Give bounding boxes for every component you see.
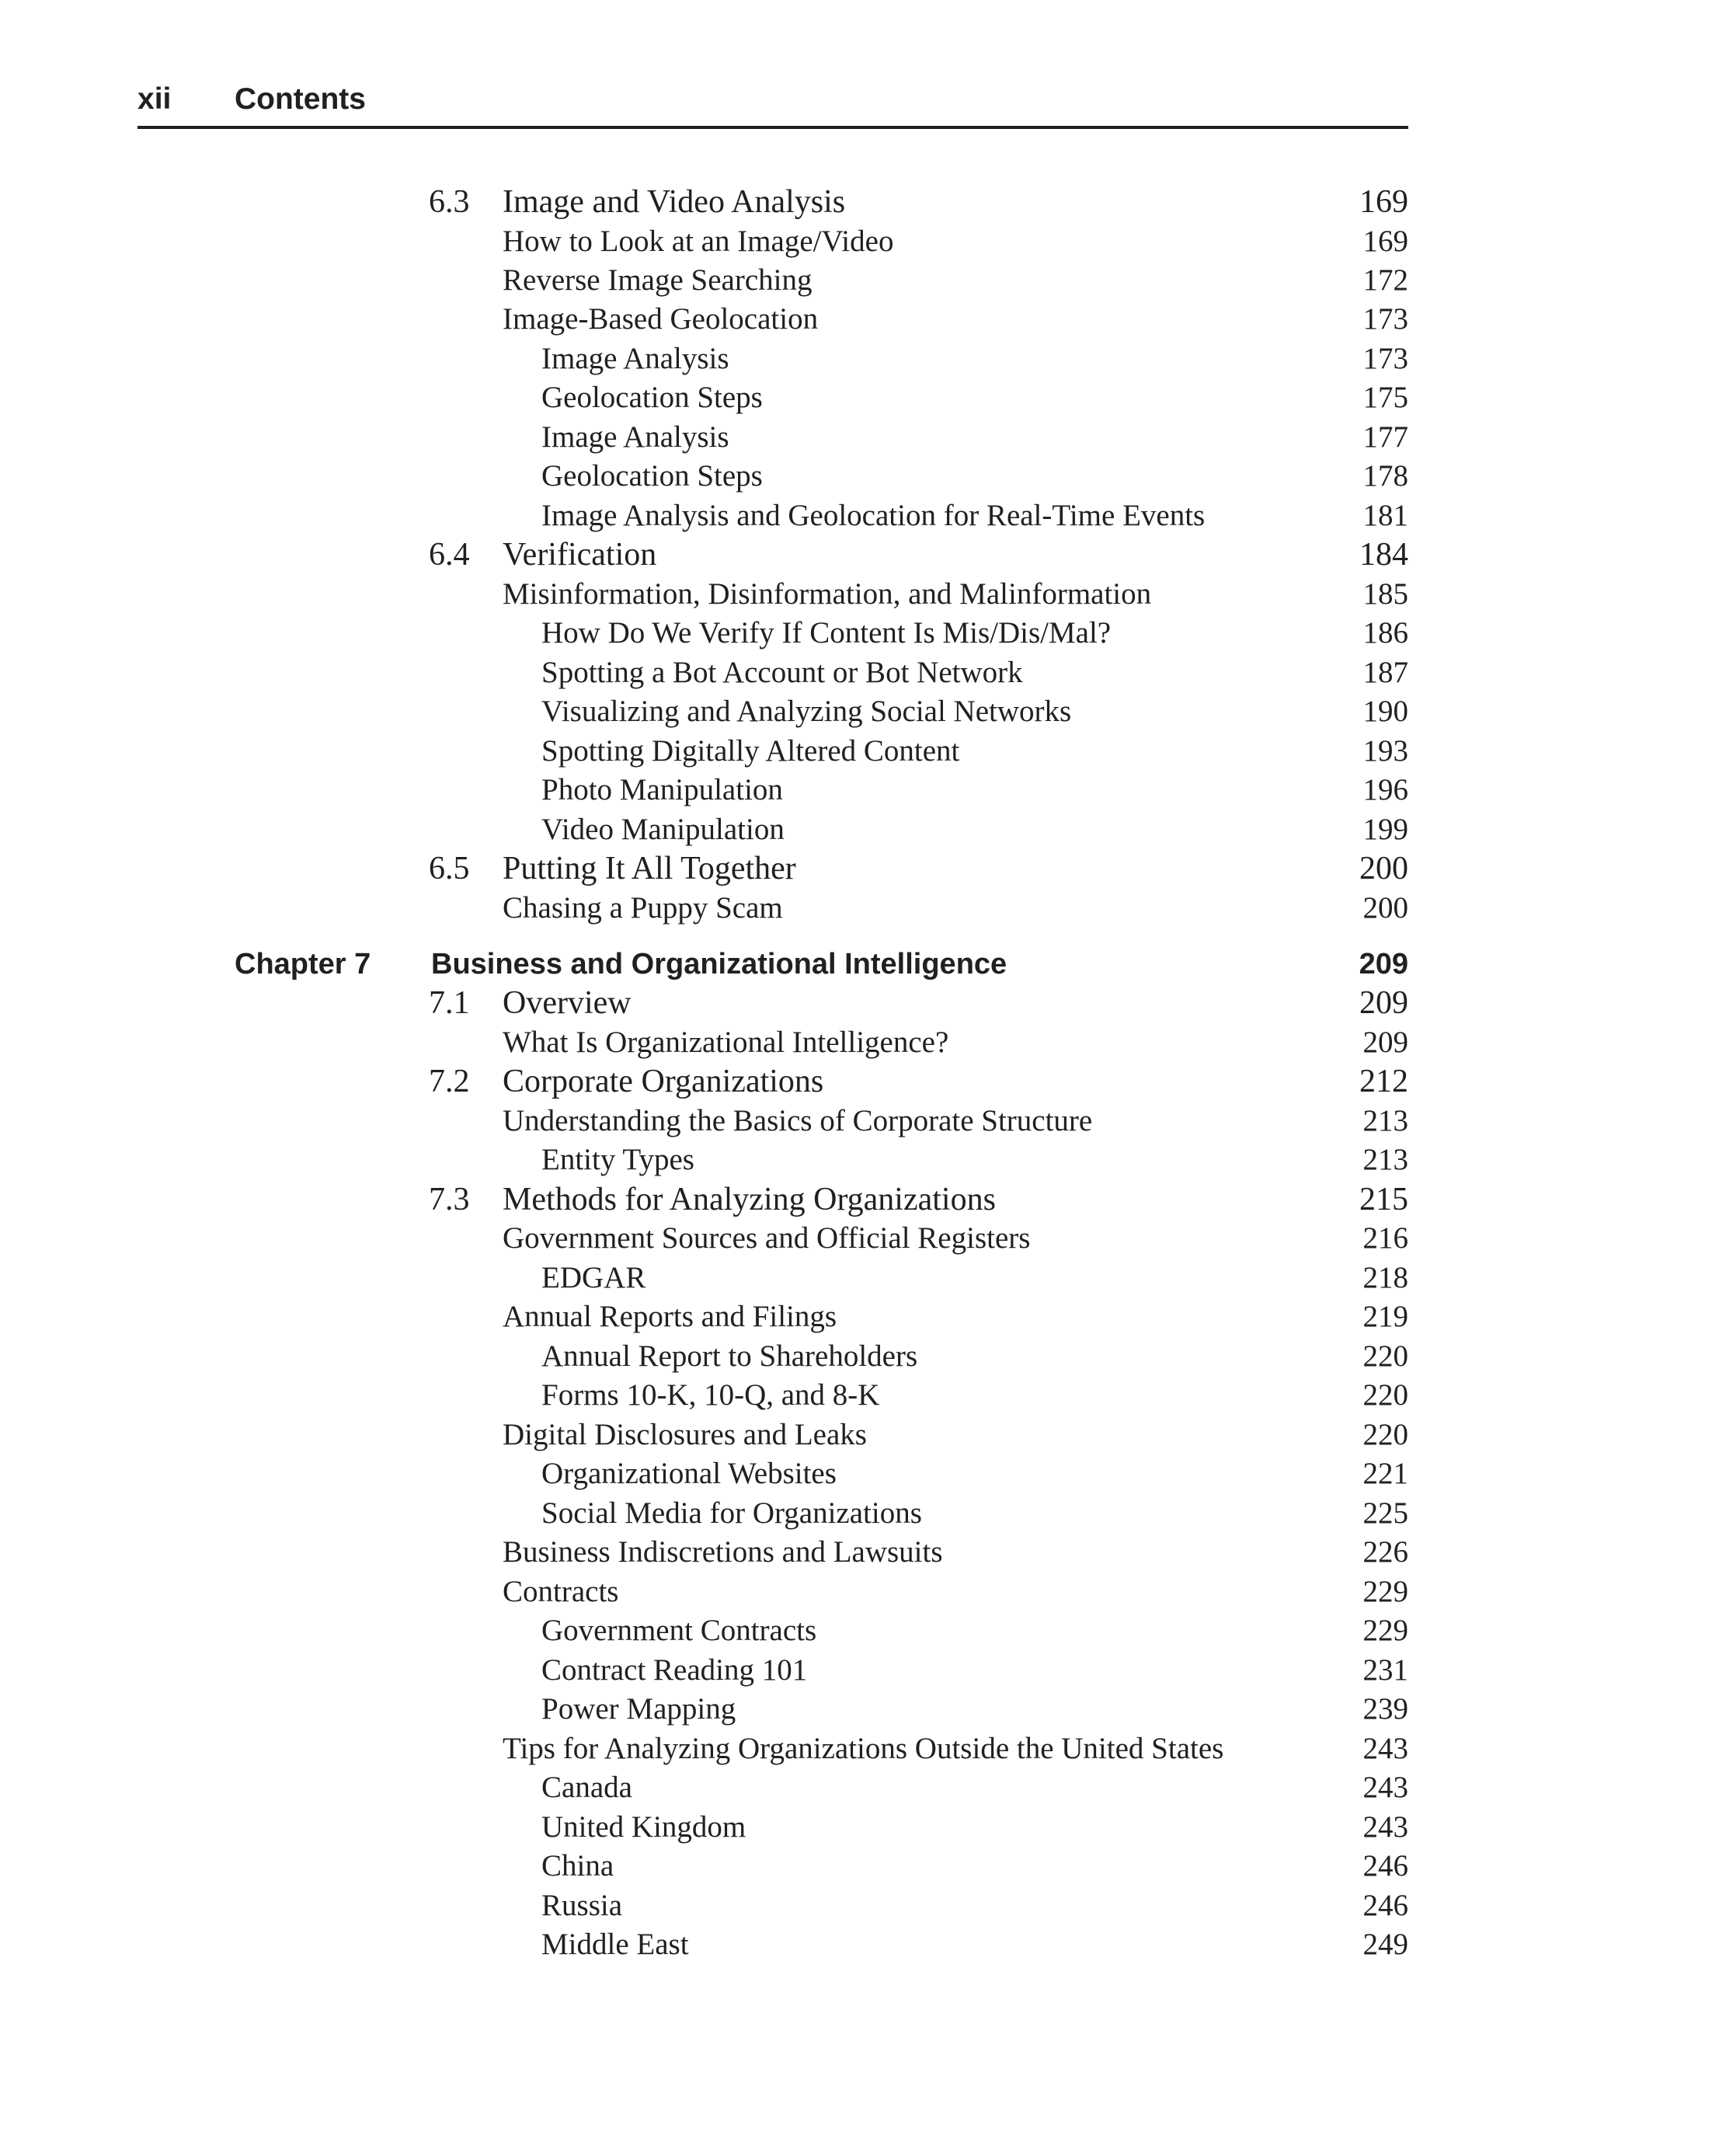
toc-entry[interactable] bbox=[0, 300, 1719, 339]
entry-title: Geolocation Steps bbox=[541, 381, 763, 414]
toc-subentry[interactable] bbox=[0, 614, 1719, 653]
page-ref: 209 bbox=[1362, 1026, 1408, 1059]
toc-subentry[interactable] bbox=[0, 1925, 1719, 1964]
toc-subentry[interactable] bbox=[0, 1768, 1719, 1807]
section-title: Image and Video Analysis bbox=[503, 184, 846, 220]
entry-title: Image Analysis bbox=[541, 342, 729, 375]
toc-subentry[interactable] bbox=[0, 1611, 1719, 1650]
toc-subentry[interactable] bbox=[0, 653, 1719, 692]
page-ref: 220 bbox=[1362, 1418, 1408, 1451]
section-number: 7.3 bbox=[429, 1182, 470, 1217]
entry-title: China bbox=[541, 1849, 614, 1883]
entry-title: Russia bbox=[541, 1889, 623, 1922]
page-ref: 196 bbox=[1362, 773, 1408, 806]
entry-title: Social Media for Organizations bbox=[541, 1496, 922, 1530]
page-ref: 212 bbox=[1359, 1064, 1408, 1099]
chapter-title: Business and Organizational Intelligence bbox=[431, 948, 1007, 980]
page-ref: 213 bbox=[1362, 1104, 1408, 1137]
toc-entry[interactable] bbox=[0, 1573, 1719, 1611]
toc-subentry[interactable] bbox=[0, 771, 1719, 810]
entry-title: Understanding the Basics of Corporate Structure bbox=[503, 1104, 1093, 1137]
toc-subentry[interactable] bbox=[0, 418, 1719, 457]
page-ref: 181 bbox=[1362, 499, 1408, 532]
entry-title: Reverse Image Searching bbox=[503, 263, 813, 297]
toc-entry[interactable] bbox=[0, 1533, 1719, 1572]
toc-section-7-2[interactable] bbox=[0, 1062, 1719, 1101]
page-ref: 213 bbox=[1362, 1143, 1408, 1176]
toc-entry[interactable] bbox=[0, 222, 1719, 261]
toc-subentry[interactable] bbox=[0, 1886, 1719, 1925]
toc-subentry[interactable] bbox=[0, 732, 1719, 771]
page-ref: 177 bbox=[1362, 420, 1408, 454]
page-ref: 229 bbox=[1362, 1614, 1408, 1647]
toc-subentry[interactable] bbox=[0, 692, 1719, 731]
page-ref: 239 bbox=[1362, 1692, 1408, 1726]
page-ref: 186 bbox=[1362, 616, 1408, 650]
toc-section-6-4[interactable] bbox=[0, 535, 1719, 574]
entry-title: EDGAR bbox=[541, 1261, 646, 1294]
entry-title: Organizational Websites bbox=[541, 1457, 837, 1490]
page-ref: 200 bbox=[1359, 851, 1408, 886]
page-ref: 200 bbox=[1362, 891, 1408, 925]
toc-entry[interactable] bbox=[0, 1023, 1719, 1062]
entry-title: Contracts bbox=[503, 1575, 619, 1608]
toc-subentry[interactable] bbox=[0, 496, 1719, 535]
page-ref: 199 bbox=[1362, 813, 1408, 846]
entry-title: Government Sources and Official Registers bbox=[503, 1221, 1031, 1255]
toc-subentry[interactable] bbox=[0, 1141, 1719, 1179]
page-ref: 249 bbox=[1362, 1928, 1408, 1961]
page-ref: 246 bbox=[1362, 1849, 1408, 1883]
toc-subentry[interactable] bbox=[0, 1808, 1719, 1847]
toc-subentry[interactable] bbox=[0, 1651, 1719, 1690]
entry-title: Digital Disclosures and Leaks bbox=[503, 1418, 867, 1451]
toc-entry[interactable] bbox=[0, 1102, 1719, 1141]
entry-title: Annual Report to Shareholders bbox=[541, 1339, 918, 1373]
page-ref: 193 bbox=[1362, 734, 1408, 768]
entry-title: Image Analysis bbox=[541, 420, 729, 454]
entry-title: Annual Reports and Filings bbox=[503, 1300, 837, 1333]
toc-entry[interactable] bbox=[0, 1297, 1719, 1336]
page-ref: 225 bbox=[1362, 1496, 1408, 1530]
page-ref: 226 bbox=[1362, 1535, 1408, 1569]
toc-subentry[interactable] bbox=[0, 378, 1719, 417]
chapter-label: Chapter 7 bbox=[235, 948, 371, 980]
entry-title: Geolocation Steps bbox=[541, 459, 763, 493]
page-ref: 243 bbox=[1362, 1732, 1408, 1765]
entry-title: Photo Manipulation bbox=[541, 773, 783, 806]
toc-subentry[interactable] bbox=[0, 1690, 1719, 1729]
section-title: Verification bbox=[503, 537, 657, 573]
page-ref: 169 bbox=[1359, 184, 1408, 220]
page-ref: 169 bbox=[1362, 225, 1408, 258]
toc-entry[interactable] bbox=[0, 889, 1719, 928]
toc-subentry[interactable] bbox=[0, 1259, 1719, 1297]
entry-title: Misinformation, Disinformation, and Malinformation bbox=[503, 577, 1152, 611]
page-ref: 173 bbox=[1362, 342, 1408, 375]
section-title: Putting It All Together bbox=[503, 851, 796, 886]
page-ref: 187 bbox=[1362, 656, 1408, 689]
entry-title: Canada bbox=[541, 1771, 632, 1804]
toc-subentry[interactable] bbox=[0, 1337, 1719, 1376]
page-ref: 190 bbox=[1362, 695, 1408, 728]
section-number: 6.4 bbox=[429, 537, 470, 573]
page-ref: 229 bbox=[1362, 1575, 1408, 1608]
entry-title: How Do We Verify If Content Is Mis/Dis/Mal? bbox=[541, 616, 1112, 650]
entry-title: Contract Reading 101 bbox=[541, 1653, 808, 1687]
section-number: 6.3 bbox=[429, 184, 470, 220]
page-ref: 220 bbox=[1362, 1339, 1408, 1373]
entry-title: Image-Based Geolocation bbox=[503, 302, 819, 336]
entry-title: Business Indiscretions and Lawsuits bbox=[503, 1535, 943, 1569]
toc-entry[interactable] bbox=[0, 261, 1719, 300]
entry-title: Government Contracts bbox=[541, 1614, 817, 1647]
toc-subentry[interactable] bbox=[0, 1376, 1719, 1415]
toc-entry[interactable] bbox=[0, 1416, 1719, 1454]
entry-title: Chasing a Puppy Scam bbox=[503, 891, 783, 925]
entry-title: Spotting a Bot Account or Bot Network bbox=[541, 656, 1023, 689]
section-number: 7.2 bbox=[429, 1064, 470, 1099]
page-ref: 221 bbox=[1362, 1457, 1408, 1490]
section-title: Overview bbox=[503, 985, 632, 1021]
page-ref: 231 bbox=[1362, 1653, 1408, 1687]
entry-title: Visualizing and Analyzing Social Networks bbox=[541, 695, 1072, 728]
entry-title: Video Manipulation bbox=[541, 813, 785, 846]
toc-section-7-1[interactable] bbox=[0, 984, 1719, 1022]
toc-chapter-7[interactable] bbox=[0, 945, 1719, 984]
section-title: Corporate Organizations bbox=[503, 1064, 824, 1099]
entry-title: Power Mapping bbox=[541, 1692, 736, 1726]
page-ref: 209 bbox=[1359, 948, 1408, 980]
toc-subentry[interactable] bbox=[0, 457, 1719, 496]
page-ref: 209 bbox=[1359, 985, 1408, 1021]
page-ref: 246 bbox=[1362, 1889, 1408, 1922]
toc-section-6-5[interactable] bbox=[0, 849, 1719, 888]
page-ref: 178 bbox=[1362, 459, 1408, 493]
toc-subentry[interactable] bbox=[0, 340, 1719, 378]
toc-subentry[interactable] bbox=[0, 1847, 1719, 1886]
entry-title: What Is Organizational Intelligence? bbox=[503, 1026, 949, 1059]
toc-entry[interactable] bbox=[0, 575, 1719, 614]
toc-subentry[interactable] bbox=[0, 1454, 1719, 1493]
entry-title: Image Analysis and Geolocation for Real-Time Events bbox=[541, 499, 1206, 532]
page-ref: 175 bbox=[1362, 381, 1408, 414]
page-ref: 219 bbox=[1362, 1300, 1408, 1333]
entry-title: How to Look at an Image/Video bbox=[503, 225, 894, 258]
page-ref: 243 bbox=[1362, 1771, 1408, 1804]
page-ref: 218 bbox=[1362, 1261, 1408, 1294]
page-ref: 215 bbox=[1359, 1182, 1408, 1217]
toc-subentry[interactable] bbox=[0, 1494, 1719, 1533]
entry-title: Forms 10-K, 10-Q, and 8-K bbox=[541, 1378, 880, 1412]
toc-section-7-3[interactable] bbox=[0, 1180, 1719, 1219]
toc-entry[interactable] bbox=[0, 1219, 1719, 1258]
page-ref: 216 bbox=[1362, 1221, 1408, 1255]
entry-title: Entity Types bbox=[541, 1143, 694, 1176]
section-number: 7.1 bbox=[429, 985, 470, 1021]
page-ref: 173 bbox=[1362, 302, 1408, 336]
section-title: Methods for Analyzing Organizations bbox=[503, 1182, 996, 1217]
page-number: xii bbox=[137, 82, 172, 116]
page-ref: 185 bbox=[1362, 577, 1408, 611]
section-number: 6.5 bbox=[429, 851, 470, 886]
toc-section-6-3[interactable] bbox=[0, 183, 1719, 221]
entry-title: Tips for Analyzing Organizations Outside the United States bbox=[503, 1732, 1224, 1765]
toc-subentry[interactable] bbox=[0, 810, 1719, 849]
page-ref: 172 bbox=[1362, 263, 1408, 297]
page-ref: 243 bbox=[1362, 1810, 1408, 1844]
entry-title: Middle East bbox=[541, 1928, 689, 1961]
entry-title: United Kingdom bbox=[541, 1810, 746, 1844]
page-ref: 220 bbox=[1362, 1378, 1408, 1412]
toc-entry[interactable] bbox=[0, 1729, 1719, 1768]
entry-title: Spotting Digitally Altered Content bbox=[541, 734, 960, 768]
running-title: Contents bbox=[235, 82, 366, 116]
page-ref: 184 bbox=[1359, 537, 1408, 573]
